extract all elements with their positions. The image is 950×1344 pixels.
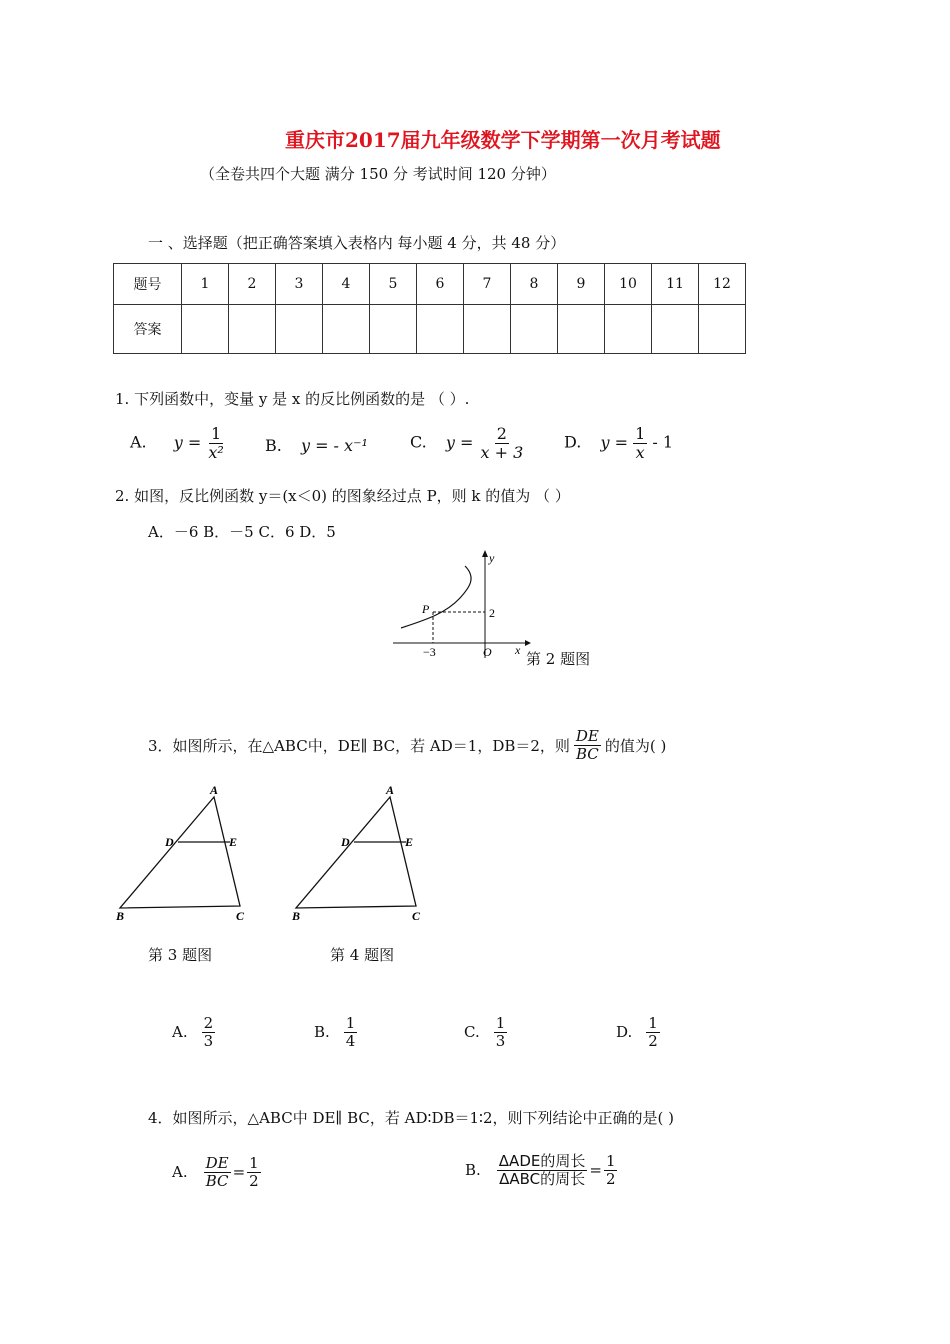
option-label: D. xyxy=(616,1023,633,1041)
option-label: C. xyxy=(464,1023,480,1041)
q3-option-c xyxy=(464,1015,507,1049)
point-e-label: E xyxy=(405,835,414,849)
option-label: B. xyxy=(265,436,282,455)
answer-table xyxy=(113,263,746,354)
vertex-c-label: C xyxy=(412,909,421,923)
answer-cell[interactable] xyxy=(323,305,370,354)
numerator: DE xyxy=(575,727,599,745)
fraction xyxy=(604,1153,618,1187)
formula-lhs: y = xyxy=(173,432,202,452)
point-e-label: E xyxy=(229,835,238,849)
question-number: 12 xyxy=(699,264,746,305)
answer-cell[interactable] xyxy=(229,305,276,354)
q1-option-a xyxy=(130,425,226,461)
answer-cell[interactable] xyxy=(511,305,558,354)
vertex-a-label: A xyxy=(386,783,395,797)
answer-cell[interactable] xyxy=(182,305,229,354)
denominator: BC xyxy=(576,744,599,763)
y-tick-2: 2 xyxy=(489,606,495,620)
q4-stem: 4．如图所示，△ABC中 DE∥ BC，若 AD∶DB＝1∶2，则下列结论中正确的是( ) xyxy=(148,1109,674,1127)
question-number: 9 xyxy=(558,264,605,305)
question-number: 3 xyxy=(276,264,323,305)
answer-cell[interactable] xyxy=(558,305,605,354)
q3-option-b xyxy=(314,1015,357,1049)
denominator: x² xyxy=(208,442,224,462)
triangle-abc xyxy=(120,797,240,908)
fraction xyxy=(646,1015,660,1049)
q1-option-c xyxy=(410,425,525,461)
point-d-label: D xyxy=(341,835,350,849)
q4-option-b xyxy=(465,1153,617,1187)
x-arrow xyxy=(525,640,531,646)
question-number: 4 xyxy=(323,264,370,305)
point-p-label: P xyxy=(422,602,430,616)
y-arrow xyxy=(482,550,488,557)
question-number: 10 xyxy=(605,264,652,305)
triangle-abc xyxy=(296,797,416,908)
x-tick-minus3: −3 xyxy=(423,645,436,659)
numerator: 2 xyxy=(496,424,507,443)
origin-label: O xyxy=(483,645,492,659)
option-label: D. xyxy=(564,432,582,452)
formula-lhs: y = xyxy=(600,432,628,452)
question-number: 8 xyxy=(511,264,558,305)
question-number: 6 xyxy=(417,264,464,305)
triangle-figure-3 xyxy=(110,780,260,925)
option-label: A. xyxy=(172,1163,188,1181)
fraction xyxy=(247,1155,261,1189)
denominator: x + 3 xyxy=(480,442,524,462)
denominator: 2 xyxy=(648,1031,658,1050)
numerator: ΔADE的周长 xyxy=(498,1152,586,1170)
point-d-label: D xyxy=(165,835,174,849)
fig3-caption: 第 3 题图 xyxy=(148,946,213,964)
q3-stem-pre: 3．如图所示，在△ABC中，DE∥ BC，若 AD＝1，DB＝2，则 xyxy=(148,736,570,755)
answer-cell[interactable] xyxy=(417,305,464,354)
answer-cell[interactable] xyxy=(464,305,511,354)
answer-cell[interactable] xyxy=(370,305,417,354)
denominator: 4 xyxy=(345,1031,356,1050)
section-heading: 一 、选择题（把正确答案填入表格内 每小题 4 分，共 48 分） xyxy=(148,234,566,252)
numerator: 1 xyxy=(249,1154,259,1172)
numerator: 1 xyxy=(635,424,646,443)
triangle-figure-4 xyxy=(286,780,436,925)
hyperbola-curve xyxy=(401,566,471,628)
numerator: 1 xyxy=(495,1014,506,1032)
question-number: 2 xyxy=(229,264,276,305)
vertex-b-label: B xyxy=(116,909,125,923)
answer-cell[interactable] xyxy=(699,305,746,354)
page-title: 重庆市2017届九年级数学下学期第一次月考试题 xyxy=(285,128,721,152)
denominator: x xyxy=(635,442,645,462)
q3-option-d xyxy=(616,1015,660,1049)
option-label: B. xyxy=(314,1023,330,1041)
numerator: 1 xyxy=(210,424,222,443)
option-label: C. xyxy=(410,432,427,452)
denominator: 2 xyxy=(605,1169,616,1188)
equals-sign: = xyxy=(232,1163,246,1181)
formula-rhs: - 1 xyxy=(652,432,674,452)
numerator: 1 xyxy=(648,1014,658,1032)
answer-cell[interactable] xyxy=(652,305,699,354)
fig4-caption: 第 4 题图 xyxy=(330,946,395,964)
q2-graph xyxy=(385,548,535,663)
option-label: A. xyxy=(172,1023,188,1041)
numerator: DE xyxy=(205,1154,229,1172)
fraction xyxy=(206,425,225,461)
row-label: 答案 xyxy=(114,305,182,354)
q3-option-a xyxy=(172,1015,215,1049)
numerator: 1 xyxy=(605,1152,616,1170)
option-label: A. xyxy=(130,432,147,452)
question-number: 7 xyxy=(464,264,511,305)
fraction xyxy=(494,1015,508,1049)
denominator: BC xyxy=(205,1171,229,1190)
q1-option-d xyxy=(564,425,673,461)
denominator: 3 xyxy=(203,1031,214,1050)
fraction xyxy=(204,1155,231,1189)
formula-lhs: y = xyxy=(445,432,474,452)
q2-options: A．－6 B．－5 C．6 D．5 xyxy=(148,523,336,541)
y-label: y xyxy=(489,551,495,565)
fraction xyxy=(497,1153,588,1187)
q2-fig-caption: 第 2 题图 xyxy=(526,650,591,668)
question-number: 1 xyxy=(182,264,229,305)
q1-option-b xyxy=(265,436,368,455)
fraction xyxy=(344,1015,358,1049)
row-label: 题号 xyxy=(114,264,182,305)
fraction xyxy=(574,728,601,762)
question-number: 11 xyxy=(652,264,699,305)
fraction xyxy=(202,1015,216,1049)
numerator: 1 xyxy=(345,1014,356,1032)
q3-stem xyxy=(148,728,666,762)
denominator: 3 xyxy=(495,1031,506,1050)
denominator: ΔABC的周长 xyxy=(499,1169,586,1188)
option-label: B. xyxy=(465,1161,481,1179)
fraction xyxy=(633,425,647,461)
exam-info: （全卷共四个大题 满分 150 分 考试时间 120 分钟） xyxy=(200,165,556,183)
x-label: x xyxy=(515,643,521,657)
vertex-b-label: B xyxy=(292,909,301,923)
fraction xyxy=(478,425,525,461)
q1-stem: 1. 下列函数中，变量 y 是 x 的反比例函数的是 （ ）. xyxy=(115,390,470,408)
vertex-c-label: C xyxy=(236,909,245,923)
table-row xyxy=(114,305,746,354)
equals-sign: = xyxy=(589,1161,602,1179)
answer-cell[interactable] xyxy=(276,305,323,354)
table-row xyxy=(114,264,746,305)
denominator: 2 xyxy=(249,1171,259,1190)
vertex-a-label: A xyxy=(210,783,219,797)
numerator: 2 xyxy=(203,1014,214,1032)
q2-stem: 2. 如图，反比例函数 y＝(x＜0) 的图象经过点 P，则 k 的值为 （ ） xyxy=(115,487,570,505)
answer-cell[interactable] xyxy=(605,305,652,354)
formula: y = - x⁻¹ xyxy=(300,436,368,455)
question-number: 5 xyxy=(370,264,417,305)
q3-stem-post: 的值为( ) xyxy=(604,736,667,755)
q4-option-a xyxy=(172,1155,261,1189)
